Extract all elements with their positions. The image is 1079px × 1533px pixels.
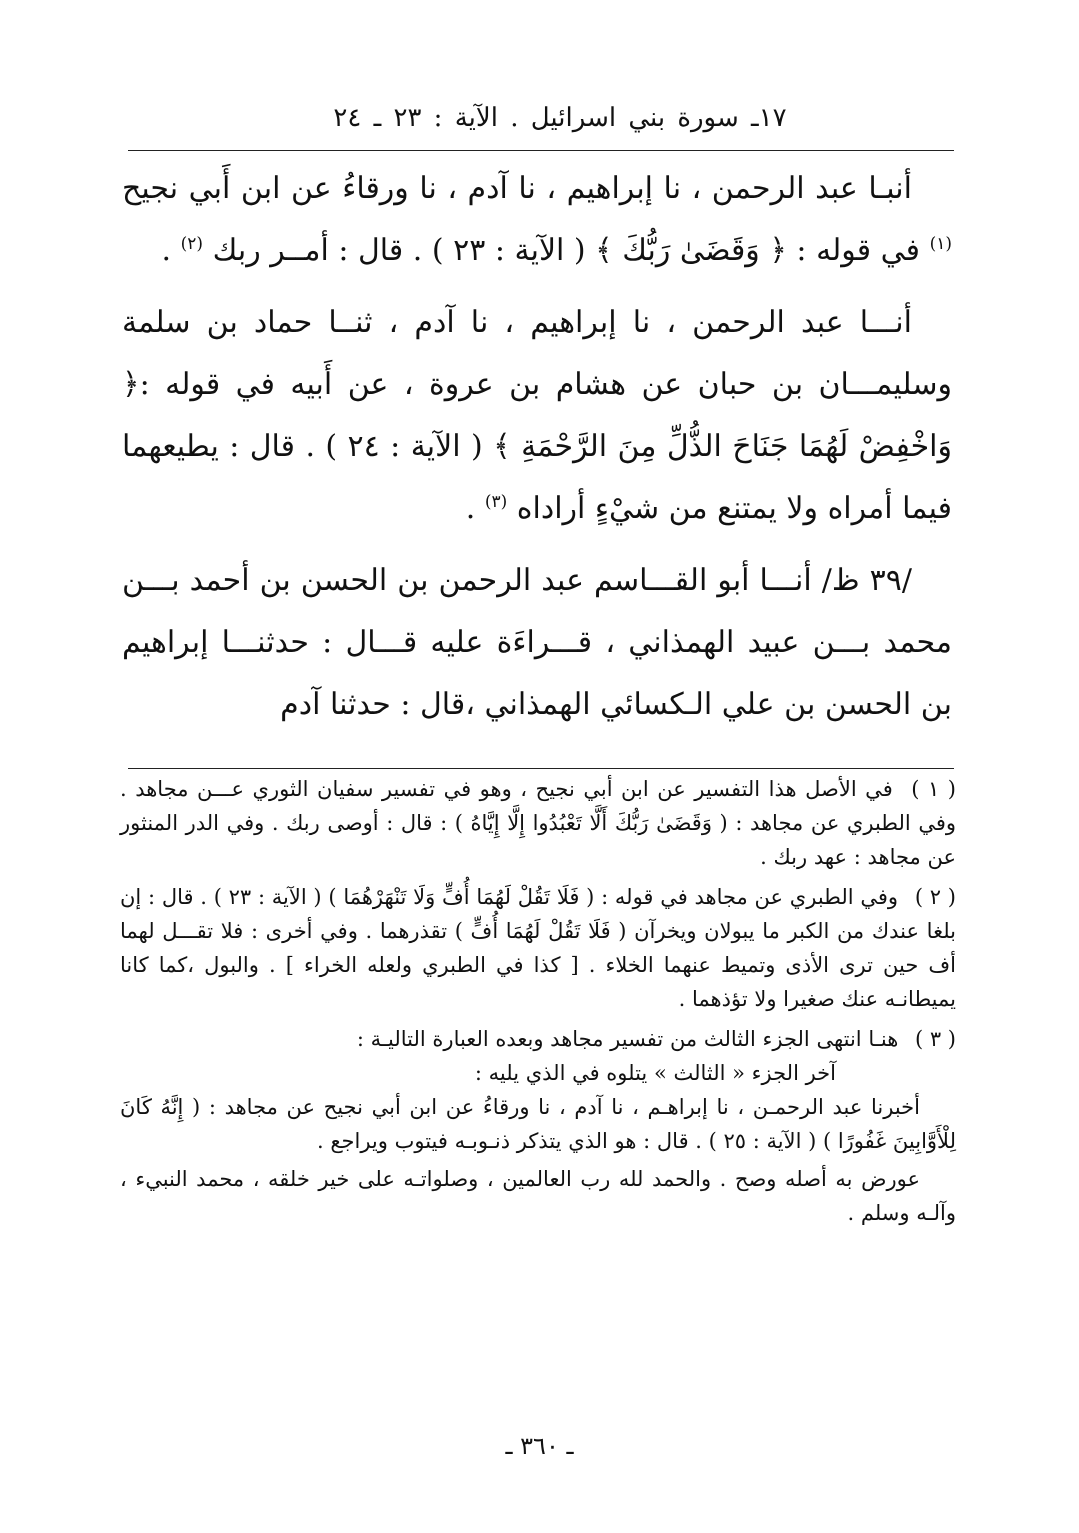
footnote-3-subtitle: آخر الجزء « الثالث » يتلوه في الذي يليه : bbox=[474, 1061, 836, 1085]
footnote-1-text: في الأصل هذا التفسير عن ابن أبي نجيح ، وهو في تفسير سفيان الثوري عـــن مجاهد . وفي الطبري عن مجاهد : ( وَقَضَىٰ رَبُّكَ أَلَّا تَعْبُدُوا إِلَّا إِيَّاهُ ) : قال : أوصى ربك . وفي الدر المنثور عن مجاهد : عهد ربك . bbox=[120, 777, 956, 869]
footnote-ref-2: (٢) bbox=[180, 234, 204, 254]
paragraph-2 bbox=[122, 292, 952, 540]
footnote-ref-1: (١) bbox=[929, 234, 952, 254]
footnote-3-intro bbox=[120, 1022, 956, 1056]
running-header: ١٧ـ سورة بني اسرائيل . الآية : ٢٣ ـ ٢٤ bbox=[333, 103, 787, 133]
footnote-ref-3: (٣) bbox=[484, 492, 508, 512]
footnote-2-number: ( ٢ ) bbox=[914, 885, 956, 909]
footnote-1-number: ( ١ ) bbox=[911, 777, 956, 801]
page-number: ـ ٣٦٠ ـ bbox=[505, 1432, 574, 1460]
footnote-2 bbox=[120, 880, 956, 1016]
paragraph-2-end: . bbox=[465, 491, 476, 526]
footnote-3-text: هنـا انتهى الجزء الثالث من تفسير مجاهد وبعده العبارة التاليـة : bbox=[356, 1027, 899, 1051]
footnote-3 bbox=[120, 1022, 956, 1230]
paragraph-1-end: . bbox=[161, 233, 172, 268]
footnote-1 bbox=[120, 772, 956, 874]
paragraph-3: /٣٩ ظ/ أنـــا أبو القـــاسم عبد الرحمن بن الحسن بن أحمد بـــن محمد بـــن عبيد الهمذاني ، قـــراءَة عليه قـــال : حدثنـــا إبراهيم بن الحسن بن علي الـكسائي الهمذاني ،قال : حدثنا آدم bbox=[122, 563, 952, 722]
footnote-2-text: وفي الطبري عن مجاهد في قوله : ( فَلَا تَقُلْ لَهُمَا أُفٍّ وَلَا تَنْهَرْهُمَا ) ( الآية : ٢٣ ) . قال : إن بلغا عندك من الكبر ما يبولان ويخرآن ( فَلَا تَقُلْ لَهُمَا أُفٍّ ) تقذرهما . وفي أخرى : فلا تقـــل لهما أف حين ترى الأذى وتميط عنهما الخلاء . [ كذا في الطبري ولعله الخراء ] . والبول ،كما كانا يميطانـه عنك صغيرا ولا تؤذهما . bbox=[120, 885, 956, 1011]
footnote-3-number: ( ٣ ) bbox=[914, 1027, 956, 1051]
paragraph-1 bbox=[122, 158, 952, 282]
footnotes bbox=[120, 772, 956, 1236]
footnote-divider bbox=[128, 768, 954, 769]
header-divider bbox=[128, 150, 954, 151]
paragraph-1-text-b: في قوله : ﴿ وَقَضَىٰ رَبُّكَ ﴾ ( الآية : ٢٣ ) . قال : أمــر ربك bbox=[212, 233, 921, 268]
paragraph-1-text-a: أنبـا عبد الرحمن ، نا إبراهيم ، نا آدم ، نا ورقاءُ عن ابن أَبي نجيح bbox=[122, 171, 912, 206]
footnote-3-quote: أخبرنا عبد الرحمـن ، نا إبراهـم ، نا آدم ، نا ورقاءُ عن ابن أبي نجيح عن مجاهد : ( إِنَّهُ كَانَ لِلْأَوَّابِينَ غَفُورًا ) ( الآية : ٢٥ ) . قال : هو الذي يتذكر ذنـوبـه فيتوب ويراجع . bbox=[120, 1095, 956, 1153]
paragraph-2-text: أنـــا عبد الرحمن ، نا إبراهيم ، نا آدم ، ثنــا حماد بن سلمة وسليمـــان بن حبان عن هشام بن عروة ، عن أَبيه في قوله :﴿ وَاخْفِضْ لَهُمَا جَنَاحَ الذُّلِّ مِنَ الرَّحْمَةِ ﴾ ( الآية : ٢٤ ) . قال : يطيعهما فيما أمراه ولا يمتنع من شيْءٍ أراداه bbox=[122, 305, 952, 526]
footnote-3-closing: عورض به أصله وصح . والحمد لله رب العالمين ، وصلواتـه على خير خلقه ، محمد النبيء ، وآلـه وسلم . bbox=[120, 1167, 956, 1225]
main-text bbox=[122, 158, 952, 746]
